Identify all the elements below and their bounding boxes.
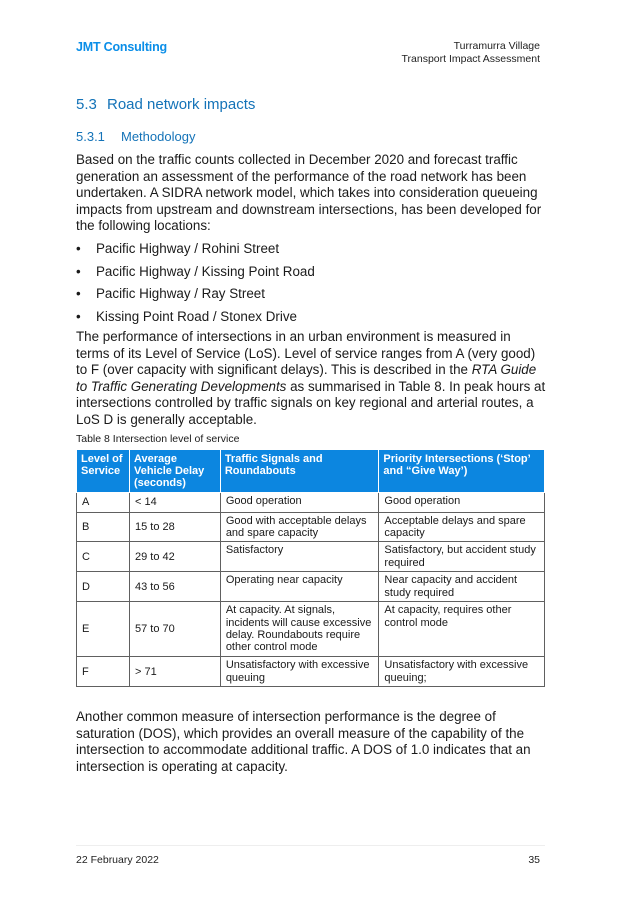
footer-date: 22 February 2022 <box>76 854 159 866</box>
table-row <box>77 602 545 657</box>
cell-level: D <box>77 572 130 602</box>
los-text-start: The performance of intersections in an urban environment is measured in terms of its Level of Service (LoS). Level of service ranges from A (very good) to F (over capacity with significant delays). This is described in the <box>76 329 536 378</box>
cell-delay: < 14 <box>129 493 220 513</box>
list-item-text: Pacific Highway / Kissing Point Road <box>96 263 315 279</box>
cell-delay: > 71 <box>129 657 220 687</box>
page-number: 35 <box>528 854 540 866</box>
los-paragraph <box>76 329 546 429</box>
cell-delay: 29 to 42 <box>129 542 220 572</box>
subsection-title: Methodology <box>121 129 196 144</box>
cell-signals: Unsatisfactory with excessive queuing <box>220 657 379 687</box>
dos-paragraph: Another common measure of intersection performance is the degree of saturation (DOS), which provides an overall measure of the capability of the intersection to accommodate additional traffic. A DOS of 1.0 indicates that an intersection is operating at capacity. <box>76 709 531 774</box>
section-number: 5.3 <box>76 96 97 113</box>
los-table <box>76 450 545 687</box>
header-priority-intersections: Priority Intersections (‘Stop’ and “Give Way’) <box>379 450 545 493</box>
cell-signals: Good operation <box>220 493 379 513</box>
cell-priority: Good operation <box>379 493 545 513</box>
bullet-icon: • <box>76 308 81 324</box>
cell-signals: Satisfactory <box>220 542 379 572</box>
list-item-text: Pacific Highway / Ray Street <box>96 286 265 301</box>
cell-level: E <box>77 602 130 657</box>
cell-delay: 43 to 56 <box>129 572 220 602</box>
subsection-number: 5.3.1 <box>76 129 105 144</box>
cell-delay: 15 to 28 <box>129 513 220 542</box>
project-name: Turramurra Village <box>453 40 540 52</box>
document-name: Transport Impact Assessment <box>401 53 540 65</box>
table-header-row <box>77 450 545 493</box>
cell-signals: At capacity. At signals, incidents will cause excessive delay. Roundabouts require other control mode <box>220 602 379 657</box>
bullet-icon: • <box>76 286 81 301</box>
list-item <box>76 286 546 309</box>
los-text-end: as summarised in Table 8. In peak hours at intersections controlled by traffic signals on key regional and arterial routes, a LoS D is generally acceptable. <box>76 378 546 427</box>
section-title: Road network impacts <box>107 96 256 113</box>
document-header <box>402 40 541 66</box>
cell-priority: At capacity, requires other control mode <box>379 602 545 657</box>
bullet-icon: • <box>76 241 81 256</box>
cell-delay: 57 to 70 <box>129 602 220 657</box>
table-row <box>77 542 545 572</box>
cell-level: A <box>77 493 130 513</box>
table-caption: Table 8 Intersection level of service <box>76 433 240 445</box>
header-traffic-signals: Traffic Signals and Roundabouts <box>220 450 379 493</box>
header-level-of-service: Level of Service <box>77 450 130 493</box>
cell-priority: Unsatisfactory with excessive queuing; <box>379 657 545 687</box>
list-item-text: Pacific Highway / Rohini Street <box>96 241 280 256</box>
company-logo: JMT Consulting <box>76 40 167 54</box>
table-row <box>77 493 545 513</box>
list-item <box>76 309 546 332</box>
guide-reference: RTA Guide to Traffic Generating Developments <box>76 362 537 394</box>
cell-signals: Operating near capacity <box>220 572 379 602</box>
cell-priority: Near capacity and accident study required <box>379 572 545 602</box>
section-heading <box>76 96 255 113</box>
subsection-heading <box>76 129 195 144</box>
cell-level: B <box>77 513 130 542</box>
table-row <box>77 657 545 687</box>
cell-level: C <box>77 542 130 572</box>
methodology-paragraph: Based on the traffic counts collected in December 2020 and forecast traffic generation an assessment of the performance of the road network has been undertaken. A SIDRA network model, which takes into consideration queueing impacts from upstream and downstream intersections, has been developed for the following locations: <box>76 152 542 234</box>
location-list <box>76 241 546 331</box>
bullet-icon: • <box>76 263 81 279</box>
list-item <box>76 264 546 287</box>
cell-level: F <box>77 657 130 687</box>
table-row <box>77 513 545 542</box>
footer-divider <box>76 845 545 846</box>
list-item-text: Kissing Point Road / Stonex Drive <box>96 308 297 324</box>
list-item <box>76 241 546 264</box>
cell-priority: Satisfactory, but accident study required <box>379 542 545 572</box>
table-row <box>77 572 545 602</box>
header-average-delay: Average Vehicle Delay (seconds) <box>129 450 220 493</box>
cell-signals: Good with acceptable delays and spare capacity <box>220 513 379 542</box>
cell-priority: Acceptable delays and spare capacity <box>379 513 545 542</box>
